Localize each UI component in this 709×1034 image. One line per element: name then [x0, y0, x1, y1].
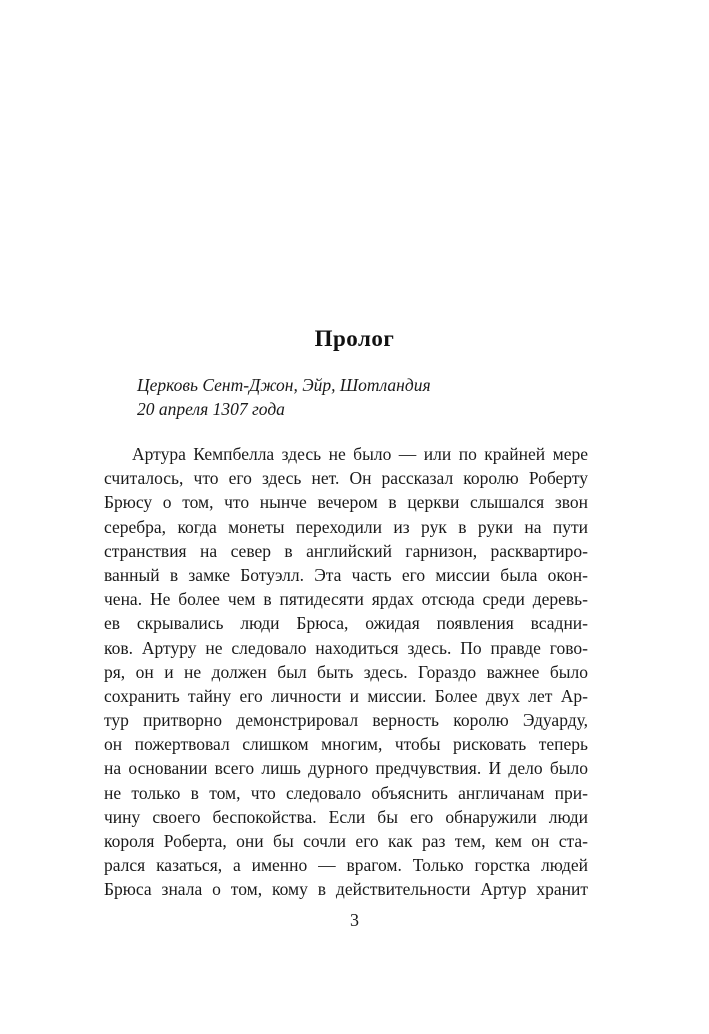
text-line: короля Роберта, они бы сочли его как раз тем, кем он ста-: [104, 831, 588, 851]
text-line: считалось, что его здесь нет. Он рассказал королю Роберту: [104, 468, 588, 489]
chapter-epigraph: [137, 373, 431, 421]
text-line: на основании всего лишь дурного предчувствия. И дело было: [104, 758, 588, 779]
text-line: ев скрывались люди Брюса, ожидая появления всадни-: [104, 613, 588, 634]
page-number: 3: [350, 910, 359, 930]
text-line: ря, он и не должен был быть здесь. Гораздо важнее было: [104, 661, 588, 682]
epigraph-location: Церковь Сент-Джон, Эйр, Шотландия: [137, 375, 431, 395]
text-line: Брюсу о том, что нынче вечером в церкви слышался звон: [104, 492, 588, 513]
text-line: не только в том, что следовало объяснить англичанам при-: [104, 782, 588, 803]
text-line: Артура Кемпбелла здесь не было — или по крайней мере: [132, 444, 588, 464]
body-text: [104, 442, 588, 902]
text-line: сохранить тайну его личности и миссии. Более двух лет Ар-: [104, 685, 588, 706]
chapter-title: Пролог: [314, 326, 395, 351]
epigraph-date: 20 апреля 1307 года: [137, 399, 285, 419]
text-line: ков. Артуру не следовало находиться здесь. По правде гово-: [104, 637, 588, 658]
text-line: он пожертвовал слишком многим, чтобы рисковать теперь: [104, 734, 588, 755]
text-line: ванный в замке Ботуэлл. Эта часть его миссии была окон-: [104, 564, 588, 585]
text-line: рался казаться, а именно — врагом. Только горстка людей: [104, 855, 588, 876]
text-line: странствия на север в английский гарнизон, расквартиро-: [104, 540, 588, 561]
text-line: Брюса знала о том, кому в действительности Артур хранит: [104, 879, 588, 900]
text-line: серебра, когда монеты переходили из рук в руки на пути: [104, 516, 588, 537]
text-line: тур притворно демонстрировал верность королю Эдуарду,: [104, 710, 588, 731]
text-line: чину своего беспокойства. Если бы его обнаружили люди: [104, 806, 588, 827]
text-line: чена. Не более чем в пятидесяти ярдах отсюда среди деревь-: [104, 589, 588, 610]
